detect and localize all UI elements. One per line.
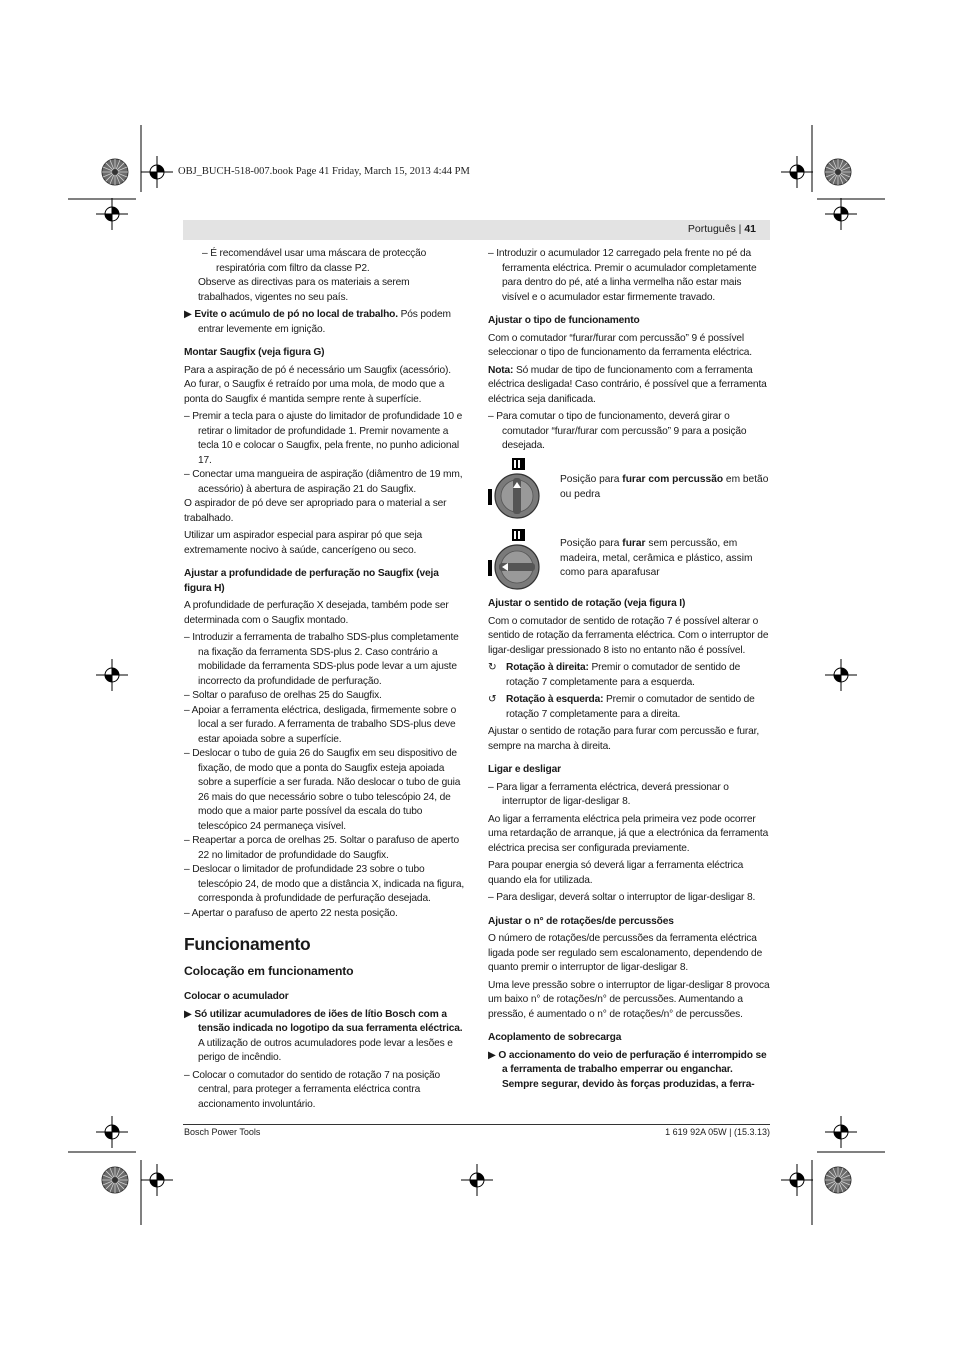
list-item: – Premir a tecla para o ajuste do limitador de profundidade 10 e retirar o limitador de profundidade 1. Premir novamente a tecla 10 e colocar o Saugfix, pela frente, no punho adicional 17. <box>184 411 463 466</box>
list-item: – É recomendável usar uma máscara de protecção respiratória com filtro da classe P2. <box>202 248 427 274</box>
subchapter-title: Colocação em funcionamento <box>184 963 354 978</box>
list-item: – Reapertar a porca de orelhas 25. Soltar o parafuso de aperto 22 no limitador de profundidade do Saugfix. <box>184 835 460 861</box>
section-heading: Ajustar o tipo de funcionamento <box>488 315 640 326</box>
list-item: – Para comutar o tipo de funcionamento, deverá girar o comutador “furar/furar com percussão” 9 para a posição desejada. <box>488 411 747 451</box>
paragraph: Utilizar um aspirador especial para aspirar pó que seja extremamente nocivo à saúde, cancerígeno ou seco. <box>184 530 423 556</box>
section-heading: Montar Saugfix (veja figura G) <box>184 347 325 358</box>
paragraph: Uma leve pressão sobre o interruptor de ligar-desligar 8 provoca um baixo n° de rotações/n° de percussões. Aumentando a pressão, é aumentado o n° de rotações/n° de percussões. <box>488 979 770 1020</box>
page-header: Português | 41 <box>687 223 756 235</box>
list-item: – Soltar o parafuso de orelhas 25 do Saugfix. <box>184 690 382 701</box>
list-item: – Introduzir a ferramenta de trabalho SDS-plus completamente na fixação da ferramenta SDS-plus 2. Caso contrário a mobilidade da ferramenta SDS-plus pode levar a um ajuste incorrecto da profundidade de perfuração. <box>184 632 459 687</box>
list-item: – Introduzir o acumulador 12 carregado pela frente no pé da ferramenta eléctrica. Premir o acumulador completamente para dentro do pé, até a linha vermelha não estar mais visível e o acumulador estar firmemente travado. <box>488 248 757 303</box>
rotate-left-icon: ↺ <box>488 694 497 705</box>
paragraph: O número de rotações/de percussões da ferramenta eléctrica ligada pode ser regulado sem escalonamento, dependendo de quanto premir o interruptor de ligar-desligar 8. <box>488 933 763 973</box>
section-heading: Ajustar a profundidade de perfuração no Saugfix (veja figura H) <box>184 568 439 594</box>
list-item: – Colocar o comutador do sentido de rotação 7 na posição central, para proteger a ferramenta eléctrica contra accionamento involuntário. <box>184 1069 441 1110</box>
list-item: – Deslocar o limitador de profundidade 23 sobre o tubo telescópio 24, de modo que a distância X, indicada na figura, corresponda à profundidade de perfuração desejada. <box>184 864 465 904</box>
drill-mode-icon <box>486 527 544 593</box>
list-item: – Para desligar, deverá soltar o interruptor de ligar-desligar 8. <box>488 892 756 903</box>
footer-brand: Bosch Power Tools <box>184 1127 261 1137</box>
chapter-title: Funcionamento <box>184 934 311 954</box>
section-heading: Ajustar o n° de rotações/de percussões <box>488 915 674 927</box>
list-item: – Apoiar a ferramenta eléctrica, desligada, firmemente sobre o local a ser furado. A ferramenta de trabalho SDS-plus deve estar apoiada sobre a superfície. <box>184 704 457 745</box>
print-slug: OBJ_BUCH-518-007.book Page 41 Friday, March 15, 2013 4:44 PM <box>178 166 470 177</box>
warning-item: ▶ Só utilizar acumuladores de iões de lítio Bosch com a tensão indicada no logotipo da sua ferramenta eléctrica. A utilização de outros acumuladores pode levar a lesões e perigo de incêndio. <box>184 1008 463 1063</box>
rotation-right-item: ↻ Rotação à direita: Premir o comutador de sentido de rotação 7 completamente para a esquerda. <box>488 662 741 688</box>
footer-rule <box>183 1124 770 1125</box>
mode-description-drill: Posição para furar sem percussão, em madeira, metal, cerâmica e plástico, assim como para aparafusar <box>560 538 753 578</box>
right-column-bottom <box>488 597 770 1095</box>
paragraph: Para a aspiração de pó é necessário um Saugfix (acessório). Ao furar, o Saugfix é retraído por uma mola, de modo que a ponta do Saugfix é mantida sempre rente à superfície. <box>184 364 451 405</box>
list-item: – Para ligar a ferramenta eléctrica, deverá pressionar o interruptor de ligar-desligar 8. <box>488 781 729 807</box>
section-heading: Colocar o acumulador <box>184 991 289 1002</box>
paragraph: Ajustar o sentido de rotação para furar com percussão e furar, sempre na marcha à direita. <box>488 726 760 752</box>
paragraph: O aspirador de pó deve ser apropriado para o material a ser trabalhado. <box>184 498 447 524</box>
paragraph: Ao ligar a ferramenta eléctrica pela primeira vez pode ocorrer uma retardação de arranque, já que a electrónica da ferramenta eléctrica precisa ser configurada previamente. <box>488 813 769 854</box>
footer-docnumber: 1 619 92A 05W | (15.3.13) <box>665 1127 770 1137</box>
warning-item: ▶ Evite o acúmulo de pó no local de trabalho. Pós podem entrar levemente em ignição. <box>184 309 451 335</box>
rotate-right-icon: ↻ <box>488 662 497 673</box>
section-heading: Ajustar o sentido de rotação (veja figura I) <box>488 598 686 609</box>
paragraph: A profundidade de perfuração X desejada, também pode ser determinada com o Saugfix montado. <box>184 600 449 626</box>
paragraph: Para poupar energia só deverá ligar a ferramenta eléctrica quando ela for utilizada. <box>488 860 744 886</box>
rotation-left-item: ↺ Rotação à esquerda: Premir o comutador de sentido de rotação 7 completamente para a direita. <box>488 694 755 720</box>
header-language: Português <box>687 223 736 235</box>
right-column-top <box>488 247 770 454</box>
hammer-drill-mode-icon <box>486 456 544 522</box>
paragraph: Com o comutador de sentido de rotação 7 é possível alterar o sentido de rotação da ferramenta eléctrica. Com o interruptor de ligar-desligar pressionado 8 isto no entanto não é possível. <box>488 615 769 656</box>
left-column <box>184 247 465 1112</box>
note-paragraph: Nota: Só mudar de tipo de funcionamento com a ferramenta eléctrica desligada! Caso contrário, é possível que a ferramenta eléctrica seja danificada. <box>488 364 767 405</box>
warning-item: ▶ O accionamento do veio de perfuração é interrompido se a ferramenta de trabalho emperrar ou enganchar. Sempre segurar, devido às forças produzidas, a ferra- <box>488 1049 767 1090</box>
paragraph: Observe as directivas para os materiais a serem trabalhados, vigentes no seu país. <box>198 277 410 303</box>
list-item: – Deslocar o tubo de guia 26 do Saugfix em seu dispositivo de fixação, de modo que a ponta do Saugfix esteja apoiada sobre a superfície a ser furada. Não deslocar o tubo de guia 26 mais do que necessário sobre o tubo telescópio 24, de modo que a maior parte possível da escala do tubo telescópico 24 permaneça visível. <box>184 748 461 832</box>
list-item: – Apertar o parafuso de aperto 22 nesta posição. <box>184 907 398 919</box>
section-heading: Acoplamento de sobrecarga <box>488 1032 622 1043</box>
page-header-band <box>183 220 770 240</box>
section-heading: Ligar e desligar <box>488 764 561 775</box>
page-number: 41 <box>744 223 756 235</box>
paragraph: Com o comutador “furar/furar com percussão” 9 é possível seleccionar o tipo de funcionamento da ferramenta eléctrica. <box>488 332 752 358</box>
mode-description-hammer-drill: Posição para furar com percussão em betão ou pedra <box>560 474 769 500</box>
list-item: – Conectar uma mangueira de aspiração (diâmentro de 19 mm, acessório) à abertura de aspiração 21 do Saugfix. <box>184 469 463 495</box>
